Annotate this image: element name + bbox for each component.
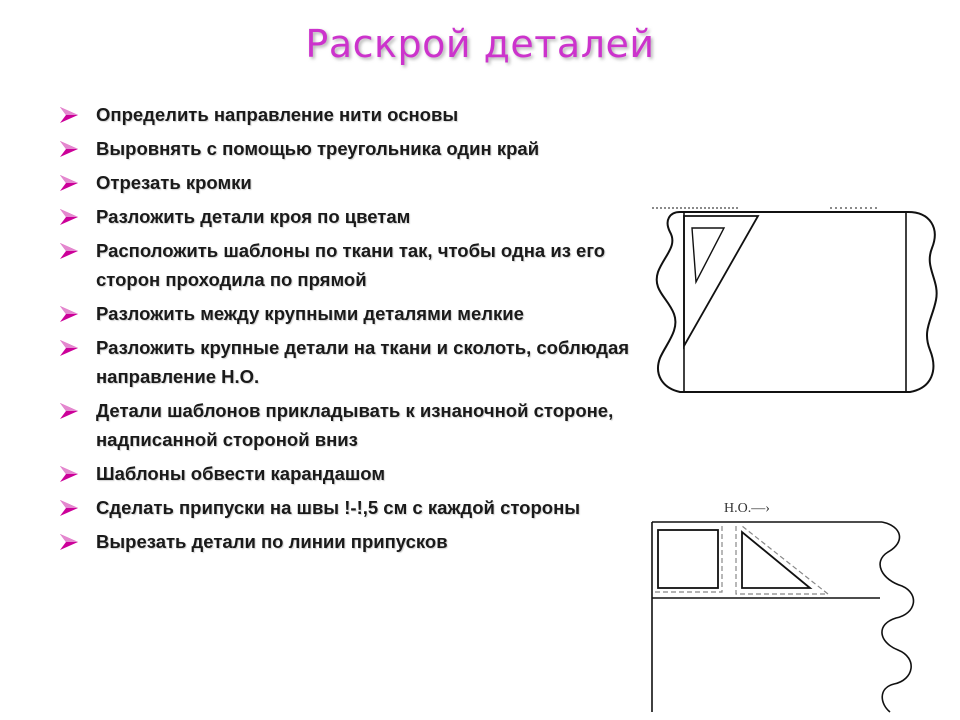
list-item [58, 527, 648, 556]
list-item-text: Разложить между крупными деталями мелкие [96, 303, 524, 324]
list-item-text: Разложить детали кроя по цветам [96, 206, 411, 227]
list-item-text: Разложить крупные детали на ткани и сколоть, соблюдая направление Н.О. [96, 337, 630, 387]
list-item [58, 396, 648, 454]
list-item [58, 100, 648, 129]
fabric-wavy-edge [880, 522, 913, 712]
list-item-text: Вырезать детали по линии припусков [96, 531, 448, 552]
arrowhead-bullet-icon [58, 402, 80, 420]
arrowhead-bullet-icon [58, 106, 80, 124]
triangle-allowance-outline [736, 526, 828, 594]
arrowhead-bullet-icon [58, 242, 80, 260]
square-allowance-outline [654, 526, 722, 592]
list-item-text: Сделать припуски на швы !-!,5 см с каждой стороны [96, 497, 581, 518]
list-item-text: Детали шаблонов прикладывать к изнаночной стороне, надписанной стороной вниз [96, 400, 614, 450]
list-item-text: Отрезать кромки [96, 172, 252, 193]
list-item-text: Определить направление нити основы [96, 104, 459, 125]
list-item [58, 459, 648, 488]
triangle-ruler-icon [684, 216, 758, 346]
list-item [58, 236, 648, 294]
arrowhead-bullet-icon [58, 465, 80, 483]
fabric-alignment-illustration [640, 198, 950, 408]
list-item [58, 493, 648, 522]
arrowhead-bullet-icon [58, 174, 80, 192]
arrowhead-bullet-icon [58, 208, 80, 226]
list-item [58, 168, 648, 197]
list-item-text: Выровнять с помощью треугольника один край [96, 138, 540, 159]
list-item-text: Шаблоны обвести карандашом [96, 463, 386, 484]
list-item [58, 299, 648, 328]
arrowhead-bullet-icon [58, 499, 80, 517]
list-item [58, 202, 648, 231]
triangle-ruler-inner [692, 228, 724, 282]
list-item [58, 333, 648, 391]
fabric-outline [657, 212, 937, 392]
list-item [58, 134, 648, 163]
list-item-text: Расположить шаблоны по ткани так, чтобы одна из его сторон проходила по прямой [96, 240, 606, 290]
template-layout-illustration [620, 490, 940, 715]
square-template-icon [658, 530, 718, 588]
arrowhead-bullet-icon [58, 305, 80, 323]
arrowhead-bullet-icon [58, 140, 80, 158]
arrowhead-bullet-icon [58, 339, 80, 357]
triangle-template-icon [742, 532, 810, 588]
page-title: Раскрой деталей [305, 22, 655, 66]
arrowhead-bullet-icon [58, 533, 80, 551]
instruction-list [58, 100, 648, 561]
grain-direction-label: Н.О.—› [724, 501, 770, 516]
